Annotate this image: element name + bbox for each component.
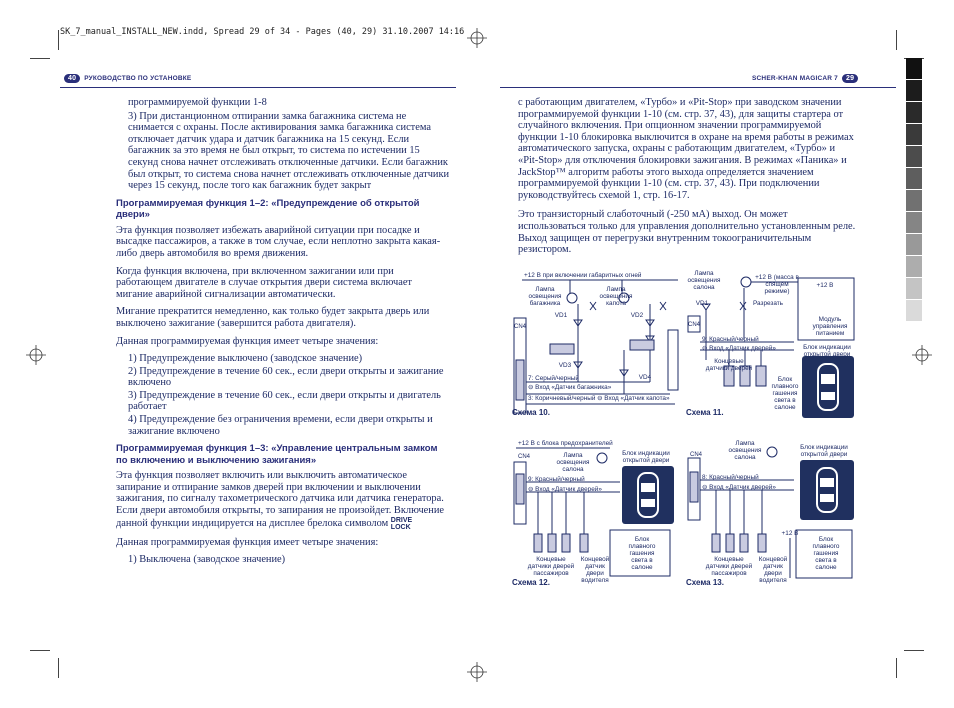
- registration-mark-icon: [467, 28, 487, 48]
- label: +12 В: [816, 282, 834, 289]
- section-heading: Программируемая функция 1–3: «Управление центральным замком по включению и выключению зажигания»: [116, 443, 438, 466]
- scheme-11: [684, 270, 860, 430]
- header-rule: [60, 87, 456, 88]
- color-swatch: [906, 300, 922, 322]
- scheme-caption: Схема 13.: [686, 578, 724, 587]
- scheme-13: [684, 438, 860, 592]
- crop-mark: [58, 658, 59, 678]
- scheme-10: [510, 270, 682, 430]
- label: Концевые датчики дверей: [705, 358, 753, 372]
- paragraph-text: Эта функция позволяет включить или выключить автоматическое запирание и отпирание замков дверей при включении и выключении зажигания, по сигналу тахометрического датчика или датчика генератора. Если двери автомобиля открыты, то запирания не произойдет. Включение данной функции индицируется на дисплее брелока символом: [116, 470, 445, 529]
- label: Разрезать: [752, 300, 784, 307]
- label: Блок плавного гашения света в салоне: [771, 376, 799, 411]
- list-item: 4) Предупреждение без ограничения времени, если двери открыты и зажигание включено: [128, 414, 433, 437]
- color-swatch: [906, 102, 922, 124]
- label: ⊖ Вход «Датчик багажника»: [528, 384, 612, 391]
- paragraph: Это транзисторный слаботочный (-250 мА) выход. Он может использоваться только для управления дополнительно установленным реле. Выход защищен от перегрузки внутренним токоограничительным резистором.: [518, 209, 856, 256]
- car-top-view-icon: [812, 362, 844, 412]
- lock-label: LOCK: [390, 523, 411, 531]
- paragraph: [116, 470, 451, 530]
- left-page-header: [60, 74, 191, 86]
- paragraph: Эта функция позволяет избежать аварийной ситуации при посадке и высадке пассажиров, а также в том случае, если неплотно закрыта какая-либо дверь автомобиля во время движения.: [116, 224, 441, 259]
- list-item: 3) Предупреждение в течение 60 сек., если двери открыты и двигатель работает: [128, 389, 441, 413]
- connector-label: CN4: [513, 324, 526, 330]
- color-swatch: [906, 124, 922, 146]
- paragraph: Мигание прекратится немедленно, как только будет закрыта дверь или выключено зажигание (завершится работа двигателя).: [116, 306, 430, 329]
- left-header-title: РУКОВОДСТВО ПО УСТАНОВКЕ: [84, 75, 192, 82]
- paragraph: Данная программируемая функция имеет четыре значения:: [116, 335, 379, 347]
- label: 9: Красный/черный: [528, 476, 585, 483]
- section-heading: Программируемая функция 1–2: «Предупреждение об открытой двери»: [116, 197, 420, 221]
- label: VD2: [630, 312, 644, 319]
- color-swatch: [906, 234, 922, 256]
- right-page-number: 29: [842, 74, 858, 83]
- scheme-caption: Схема 12.: [512, 578, 550, 587]
- label: +12 В (масса в спящем режиме): [755, 274, 799, 295]
- connector-label: CN4: [689, 452, 702, 458]
- connector-label: CN4: [687, 322, 700, 328]
- crop-mark: [30, 650, 50, 651]
- crop-mark: [904, 650, 924, 651]
- slug-line: SK_7_manual_INSTALL_NEW.indd, Spread 29 of 34 - Pages (40, 29) 31.10.2007 14:16: [60, 27, 465, 37]
- label: Блок индикации открытой двери: [622, 450, 670, 464]
- header-rule: [500, 87, 896, 88]
- label: ⊖ Вход «Датчик дверей»: [702, 484, 776, 491]
- scheme-12: [510, 438, 682, 592]
- car-top-view-icon: [811, 466, 843, 514]
- label: Лампа освещения капота: [599, 286, 633, 307]
- label: 3: Коричневый/черный ⊖ Вход «Датчик капота»: [528, 395, 670, 402]
- crop-mark: [896, 30, 897, 50]
- registration-mark-icon: [467, 662, 487, 682]
- list-item: 2) Предупреждение в течение 60 сек., если двери открыты и зажигание включено: [128, 365, 444, 389]
- label: Модуль управления питанием: [812, 316, 848, 337]
- label: VD1: [554, 312, 568, 319]
- label: ⊖ Вход «Датчик дверей»: [528, 486, 602, 493]
- color-swatch: [906, 256, 922, 278]
- crop-mark: [58, 30, 59, 50]
- crop-mark: [896, 658, 897, 678]
- registration-mark-icon: [26, 345, 46, 365]
- paragraph: Когда функция включена, при включенном зажигании или при работающем двигателе в случае открытия двери система включает мигание аварийной сигнализации автоматически.: [116, 265, 412, 300]
- label: Лампа освещения багажника: [528, 286, 562, 307]
- left-page-number: 40: [64, 74, 80, 83]
- label: 7: Серый/черный: [528, 375, 579, 382]
- label: Лампа освещения салона: [687, 270, 721, 291]
- label: Блок индикации открытой двери: [800, 444, 848, 458]
- label: VD1: [695, 300, 709, 307]
- color-swatch-strip: [906, 58, 922, 322]
- label: 8: Красный/черный: [702, 474, 759, 481]
- connector-label: CN4: [517, 454, 530, 460]
- scheme-caption: Схема 11.: [686, 408, 724, 417]
- label: Концевые датчики дверей пассажиров: [527, 556, 575, 577]
- scheme-caption: Схема 10.: [512, 408, 550, 417]
- label: 9: Красный/черный: [702, 336, 759, 343]
- label: Концевой датчик двери водителя: [580, 556, 610, 584]
- drive-lock-symbol-icon: [391, 517, 412, 531]
- label: ⊖ Вход «Датчик дверей»: [702, 345, 776, 352]
- color-swatch: [906, 168, 922, 190]
- list-item: 1) Выключена (заводское значение): [128, 554, 286, 566]
- right-page-header: [752, 74, 862, 86]
- paragraph: программируемой функции 1-8: [128, 97, 267, 108]
- label: +12 В: [781, 530, 799, 537]
- color-swatch: [906, 80, 922, 102]
- color-swatch: [906, 212, 922, 234]
- label: Лампа освещения салона: [556, 452, 590, 473]
- right-header-title: SCHER-KHAN MAGICAR 7: [752, 75, 838, 82]
- label: Лампа освещения салона: [728, 440, 762, 461]
- color-swatch: [906, 278, 922, 300]
- label: VD3: [558, 362, 572, 369]
- label: +12 В с блока предохранителей: [518, 440, 613, 447]
- crop-mark: [30, 58, 50, 59]
- label: VD4: [638, 374, 652, 381]
- paragraph: с работающим двигателем, «Турбо» и «Pit-Stop» при заводском значении программируемой функции 1-10 (см. стр. 37, 43), для защиты стартера от случайного включения. При опционном значении программируемой функции 1-10 блокировка выключится в охране на время работы в режимах автоматического запуска, охраны с работающим двигателем, «Турбо» и «Pit-Stop» для отключения блокировки зажигания. В режимах «Паника» и JackStop™ алгоритм работы этого выхода определяется значением программируемой функции 1-10 (см. стр. 37, 43). При подключении руководствуйтесь схемой 1, стр. 16-17.: [518, 97, 854, 201]
- list-item: 1) Предупреждение выключено (заводское значение): [128, 353, 363, 365]
- car-top-view-icon: [632, 471, 664, 519]
- label: +12 В при включении габаритных огней: [524, 272, 642, 279]
- label: Блок индикации открытой двери: [803, 344, 851, 358]
- color-swatch: [906, 58, 922, 80]
- paragraph: 3) При дистанционном отпирании замка багажника система не снимается с охраны. После активирования замка багажника система отключает датчик удара и датчик багажника на 15 секунд. Если багажник за это время не был открыт, то система по истечении 15 секунд снова начнет отслеживать отключенные датчики. Если багажник был открыт, то система снова начнет отслеживать отключенные датчики через 15 секунд, после того как багажник будет закрыт: [128, 110, 450, 192]
- drive-label: DRIVE: [390, 516, 413, 524]
- label: Концевые датчики дверей пассажиров: [705, 556, 753, 577]
- registration-mark-icon: [912, 345, 932, 365]
- left-column: [116, 97, 451, 572]
- paragraph: Данная программируемая функция имеет четыре значения:: [116, 536, 379, 548]
- label: Концевой датчик двери водителя: [758, 556, 788, 584]
- color-swatch: [906, 146, 922, 168]
- label: Блок плавного гашения света в салоне: [812, 536, 840, 571]
- label: Блок плавного гашения света в салоне: [628, 536, 656, 571]
- color-swatch: [906, 190, 922, 212]
- right-column: [518, 97, 856, 262]
